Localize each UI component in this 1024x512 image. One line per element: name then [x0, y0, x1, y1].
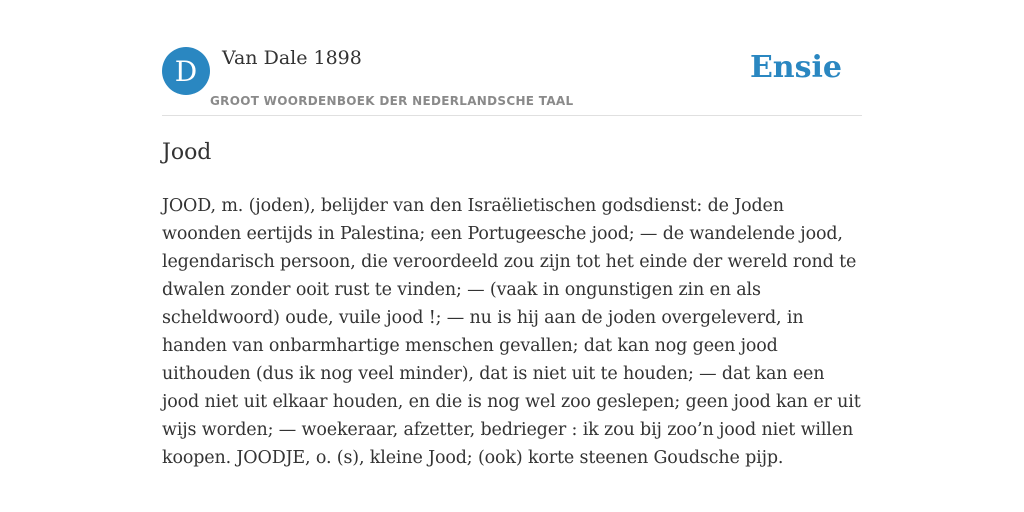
entry-headword: Jood — [162, 140, 212, 165]
brand-logo[interactable]: Ensie — [749, 50, 842, 85]
header-divider — [162, 115, 862, 116]
entry-definition: JOOD, m. (joden), belijder van den Israëlietischen godsdienst: de Joden woonden eertijds in Palestina; een Portugeesche jood; — de wandelende jood, legendarisch persoon, die veroordeeld zou zijn tot het einde der wereld rond te dwalen zonder ooit rust te vinden; — (vaak in ongunstigen zin en als scheldwoord) oude, vuile jood !; — nu is hij aan de joden overgeleverd, in handen van onbarmhartige menschen gevallen; dat kan nog geen jood uithouden (dus ik nog veel minder), dat is niet uit te houden; — dat kan een jood niet uit elkaar houden, en die is nog wel zoo geslepen; geen jood kan er uit wijs worden; — woekeraar, afzetter, bedrieger : ik zou bij zoo’n jood niet willen koopen. JOODJE, o. (s), kleine Jood; (ook) korte steenen Goudsche pijp. — [162, 196, 861, 468]
source-subtitle: GROOT WOORDENBOEK DER NEDERLANDSCHE TAAL — [210, 94, 574, 108]
header — [162, 44, 862, 116]
source-title[interactable]: Van Dale 1898 — [222, 47, 362, 69]
source-badge-icon[interactable]: D — [162, 47, 210, 95]
